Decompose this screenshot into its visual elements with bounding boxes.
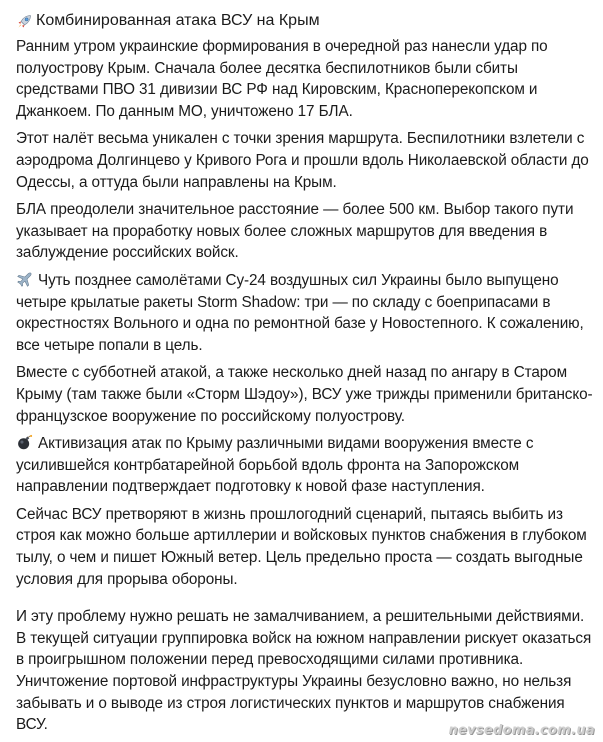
paragraph-2-text: Этот налёт весьма уникален с точки зрения маршрута. Беспилотники взлетели с аэродрома Долгинцево у Кривого Рога и прошли вдоль Николаевской области до Одессы, а оттуда были направлены на Крым. [16, 130, 589, 191]
post-body [16, 10, 594, 742]
paragraph-3 [16, 199, 594, 264]
post-title: Комбинированная атака ВСУ на Крым [36, 12, 320, 29]
paragraph-5 [16, 362, 594, 427]
paragraph-8-text: И эту проблему нужно решать не замалчиванием, а решительными действиями. В текущей ситуации группировка войск на южном направлении рискует оказаться в проигрышном положении перед превосходящими силами противника. Уничтожение портовой инфраструктуры Украины безусловно важно, но нельзя забывать и о выводе из строя логистических пунктов и маршрутов снабжения ВСУ. [16, 608, 592, 734]
paragraph-4 [16, 270, 594, 356]
paragraph-6-text: Активизация атак по Крыму различными видами вооружения вместе с усилившейся контрбатарейной борьбой вдоль фронта на Запорожском направлении подтверждает подготовку к новой фазе наступления. [16, 435, 534, 496]
paragraph-1 [16, 36, 594, 122]
paragraph-5-text: Вместе с субботней атакой, а также несколько дней назад по ангару в Старом Крыму (там также были «Сторм Шэдоу»), ВСУ уже трижды применили британско-французское вооружение по российскому полуострову. [16, 364, 593, 425]
paragraph-7-text: Сейчас ВСУ претворяют в жизнь прошлогодний сценарий, пытаясь выбить из строя как можно больше артиллерии и войсковых пунктов снабжения в глубоком тылу, о чем и пишет Южный ветер. Цель предельно проста — создать выгодные условия для прорыва обороны. [16, 505, 587, 588]
paragraph-6 [16, 433, 594, 498]
paragraph-8 [16, 606, 594, 736]
paragraph-7 [16, 504, 594, 590]
paragraph-4-text: Чуть позднее самолётами Су-24 воздушных сил Украины было выпущено четыре крылатые ракеты Storm Shadow: три — по складу с боеприпасами в окрестностях Вольного и одна по ремонтной базе у Новостепного. К сожалению, все четыре попали в цель. [16, 271, 584, 354]
watermark: nevsedoma.com.ua [448, 723, 595, 738]
post-title-row [16, 10, 594, 32]
airplane-icon [16, 271, 33, 288]
bomb-icon [16, 434, 33, 451]
paragraph-2 [16, 128, 594, 193]
paragraph-1-text: Ранним утром украинские формирования в очередной раз нанесли удар по полуострову Крым. Сначала более десятка беспилотников были сбиты средствами ПВО 31 дивизии ВС РФ над Кировским, Красноперекопском и Джанкоем. По данным МО, уничтожено 17 БЛА. [16, 38, 548, 120]
rocket-icon [16, 13, 33, 30]
paragraph-3-text: БЛА преодолели значительное расстояние — более 500 км. Выбор такого пути указывает на проработку новых более сложных маршрутов для введения в заблуждение российских войск. [16, 201, 574, 262]
